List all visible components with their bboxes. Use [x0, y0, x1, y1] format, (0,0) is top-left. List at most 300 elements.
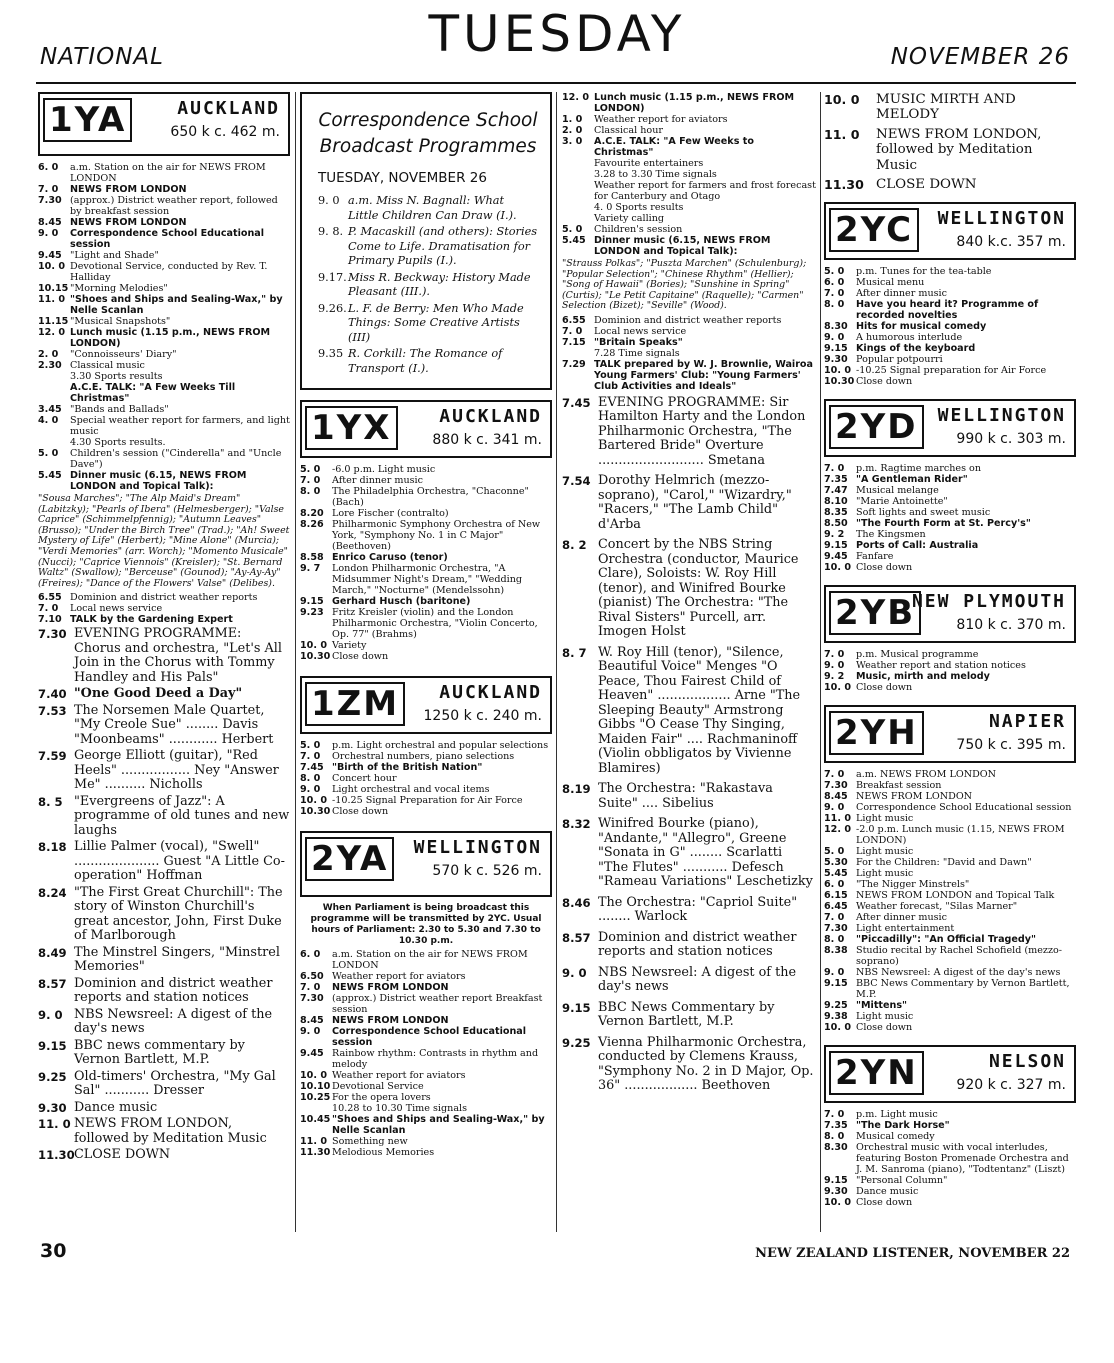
station-frequency: 1250 k c. 240 m.	[423, 708, 542, 724]
schedule-time: 7. 0	[300, 475, 321, 486]
schedule-item	[300, 1092, 552, 1103]
schedule-text: After dinner music	[856, 912, 947, 924]
station-header	[824, 585, 1076, 643]
schedule-text: "The Nigger Minstrels"	[856, 879, 970, 891]
schedule-item	[300, 740, 552, 751]
station-frequency: 880 k c. 341 m.	[432, 432, 542, 448]
station-city: WELLINGTON	[937, 405, 1066, 427]
schedule-text: A.C.E. TALK: "A Few Weeks to Christmas"	[594, 136, 754, 158]
station-frequency: 650 k c. 462 m.	[170, 124, 280, 140]
schedule-time: 9.45	[38, 250, 62, 261]
schedule-item	[824, 1186, 1076, 1197]
station-city: AUCKLAND	[439, 682, 542, 703]
schedule-item	[38, 1070, 290, 1099]
schedule-item	[824, 321, 1076, 332]
schedule-time: 7.30	[824, 780, 848, 792]
schedule-item	[824, 496, 1076, 507]
schedule-text: EVENING PROGRAMME: Chorus and orchestra, "Let's All Join in the Chorus with Tommy Handley and His Pals"	[74, 626, 282, 685]
schedule-text: Philharmonic Symphony Orchestra of New York, "Symphony No. 1 in C Major" (Beethoven)	[332, 519, 541, 552]
schedule-item	[38, 415, 290, 437]
schedule-text: Fritz Kreisler (violin) and the London Philharmonic Orchestra, "Violin Concerto, Op. 77" (Brahms)	[332, 607, 538, 640]
cs-text: R. Corkill: The Romance of Transport (I.).	[348, 347, 503, 375]
schedule-time: 9.15	[824, 1175, 848, 1187]
page-number: 30	[40, 1240, 67, 1262]
schedule-text: After dinner music	[856, 288, 947, 300]
schedule-item	[824, 791, 1076, 802]
cs-item	[318, 302, 538, 346]
parliament-note: When Parliament is being broadcast this programme will be transmitted by 2YC. Usual hours of Parliament: 2.30 to 5.30 and 7.30 to 10.30 p.m.	[310, 903, 542, 946]
schedule-text: Close down	[856, 562, 913, 574]
schedule-time: 8. 0	[824, 299, 845, 311]
schedule-text: -10.25 Signal Preparation for Air Force	[332, 795, 523, 806]
schedule-time: 7.15	[562, 336, 586, 348]
schedule-time: 8. 5	[38, 794, 63, 809]
column-1yA	[38, 92, 290, 1165]
spacer	[300, 817, 552, 831]
schedule-text: Dominion and district weather reports	[594, 314, 782, 326]
station-frequency: 750 k c. 395 m.	[956, 737, 1066, 754]
schedule-item	[38, 195, 290, 217]
schedule-item	[562, 224, 816, 235]
schedule-text: The Kingsmen	[856, 529, 926, 541]
box-title: Correspondence School	[318, 110, 538, 131]
schedule-item	[300, 1103, 552, 1114]
schedule-text: The Philadelphia Orchestra, "Chaconne" (Bach)	[332, 486, 529, 508]
schedule-item	[824, 824, 1076, 846]
schedule-text: Weather report and station notices	[856, 660, 1026, 672]
schedule-item	[562, 396, 816, 469]
schedule-item	[824, 802, 1076, 813]
schedule-item	[824, 277, 1076, 288]
schedule-time: 8.26	[300, 519, 324, 530]
schedule-item	[562, 359, 816, 392]
schedule-text: Classical hour	[594, 125, 663, 136]
schedule-time: 7. 0	[824, 769, 845, 781]
schedule-text: Children's session	[594, 224, 683, 235]
schedule-item	[824, 846, 1076, 857]
schedule-time: 7.53	[38, 703, 67, 718]
schedule-time	[38, 371, 70, 382]
schedule-time: 10.30	[824, 376, 855, 388]
station-frequency: 810 k c. 370 m.	[956, 617, 1066, 634]
station-callsign: 2YH	[829, 711, 924, 755]
spacer	[824, 1033, 1076, 1045]
schedule-time: 2. 0	[38, 349, 59, 360]
schedule-time: 12. 0	[562, 92, 590, 103]
schedule-text: NEWS FROM LONDON, followed by Meditation Music	[74, 1116, 267, 1146]
schedule-text: Musical melange	[856, 485, 939, 497]
schedule-item	[38, 749, 290, 793]
schedule-text: Dinner music (6.15, NEWS FROM LONDON and Topical Talk):	[594, 235, 771, 257]
schedule-time: 10. 0	[824, 1022, 852, 1034]
schedule-text: "The First Great Churchill": The story of Winston Churchill's great ancestor, John, First Duke of Marlborough	[74, 884, 283, 944]
spacer	[824, 693, 1076, 705]
station-header	[300, 400, 552, 458]
schedule-time: 9. 0	[38, 1007, 63, 1022]
schedule-item	[38, 382, 290, 404]
schedule-item	[300, 486, 552, 508]
schedule-text: The Orchestra: "Rakastava Suite" .... Sibelius	[598, 781, 773, 811]
schedule-time: 7. 0	[38, 184, 59, 195]
station-callsign: 2YN	[829, 1051, 924, 1095]
schedule-item	[824, 868, 1076, 879]
schedule-item	[38, 228, 290, 250]
schedule-time	[562, 169, 594, 180]
schedule-time: 7.47	[824, 485, 848, 497]
schedule-item	[38, 1148, 290, 1163]
schedule-text: Winifred Bourke (piano), "Andante," "Allegro", Greene "Sonata in G" ........ Scarlatti "The Flutes" ........... Defesch "Rameau Variations" Leschetizky	[598, 816, 813, 890]
schedule-text: Light music	[856, 846, 914, 858]
cs-text: L. F. de Berry: Men Who Made Things: Some Creative Artists (III)	[348, 301, 524, 344]
schedule-text: Devotional Service, conducted by Rev. T. Halliday	[70, 261, 268, 283]
column-divider	[295, 92, 296, 1232]
schedule-time: 9.15	[824, 343, 848, 355]
schedule-item	[300, 971, 552, 982]
schedule-time: 7.59	[38, 749, 67, 764]
schedule-time: 7. 0	[824, 463, 845, 475]
schedule-time: 10.45	[300, 1114, 331, 1125]
station-callsign: 2YA	[305, 837, 394, 881]
station-callsign: 2YC	[829, 208, 919, 252]
schedule-item	[824, 507, 1076, 518]
schedule-time: 8.49	[38, 945, 67, 960]
schedule-time: 9.30	[824, 1186, 848, 1198]
schedule-time	[38, 382, 70, 404]
schedule-time: 9.23	[300, 607, 324, 618]
schedule-time: 9.15	[300, 596, 324, 607]
cs-item	[318, 271, 538, 300]
schedule-time: 5. 0	[824, 846, 845, 858]
schedule-text: NEWS FROM LONDON	[70, 184, 187, 195]
schedule-time: 10.10	[300, 1081, 331, 1092]
schedule-text: Old-timers' Orchestra, "My Gal Sal" ........... Dresser	[74, 1068, 276, 1099]
cs-item	[318, 225, 538, 269]
schedule-text: Studio recital by Rachel Schofield (mezzo-soprano)	[856, 945, 1063, 968]
schedule-item	[562, 1001, 816, 1030]
schedule-text: Gerhard Husch (baritone)	[332, 596, 471, 607]
station-callsign: 1YX	[305, 406, 398, 450]
station-city: WELLINGTON	[937, 208, 1066, 230]
schedule-text: a.m. Station on the air for NEWS FROM LONDON	[332, 949, 528, 971]
schedule-text: p.m. Ragtime marches on	[856, 463, 981, 475]
schedule-time: 8. 7	[562, 645, 587, 660]
schedule-time	[300, 1103, 332, 1114]
schedule-item	[38, 614, 290, 625]
schedule-item	[300, 464, 552, 475]
schedule-time: 9. 0	[38, 228, 59, 239]
schedule-time: 7.10	[38, 614, 62, 626]
schedule-time: 11. 0	[824, 813, 852, 825]
schedule-item	[562, 92, 816, 114]
schedule-time: 7. 0	[38, 603, 59, 615]
schedule-text: "Birth of the British Nation"	[332, 762, 483, 773]
cs-time: 9.26.	[318, 301, 347, 315]
schedule-text: Weather forecast, "Silas Marner"	[856, 901, 1018, 913]
schedule-time: 8.32	[562, 817, 591, 832]
schedule-item	[300, 1015, 552, 1026]
schedule-text: Fanfare	[856, 551, 894, 563]
schedule-text: Classical music	[70, 360, 145, 371]
schedule-time: 7. 0	[824, 912, 845, 924]
schedule-text: TALK by the Gardening Expert	[70, 614, 233, 626]
schedule-text: 10.28 to 10.30 Time signals	[332, 1103, 468, 1114]
schedule-text: For the opera lovers	[332, 1092, 431, 1103]
schedule-text: Children's session ("Cinderella" and "Uncle Dave")	[70, 448, 282, 470]
schedule-item	[300, 508, 552, 519]
schedule-text: Musical menu	[856, 277, 925, 289]
schedule-time: 10. 0	[38, 261, 66, 272]
schedule-item	[824, 857, 1076, 868]
schedule-time: 11. 0	[38, 294, 66, 305]
schedule-item	[824, 562, 1076, 573]
schedule-item	[824, 1131, 1076, 1142]
station-city: NEW PLYMOUTH	[911, 591, 1066, 613]
schedule-text: "Marie Antoinette"	[856, 496, 948, 508]
schedule-time: 12. 0	[38, 327, 66, 338]
schedule-text: a.m. NEWS FROM LONDON	[856, 769, 997, 781]
schedule-item	[562, 966, 816, 995]
schedule-text: Dance music	[74, 1099, 158, 1115]
cs-time: 9. 8.	[318, 225, 344, 238]
schedule-text: Something new	[332, 1136, 408, 1147]
schedule-text: (approx.) District weather report Breakfast session	[332, 993, 543, 1015]
schedule-text: Close down	[856, 1022, 913, 1034]
schedule-time: 6.15	[824, 890, 848, 902]
schedule-text: Weather report for farmers and frost forecast for Canterbury and Otago	[594, 180, 816, 202]
schedule-item	[38, 977, 290, 1006]
station-frequency: 990 k c. 303 m.	[956, 431, 1066, 448]
schedule-item	[824, 540, 1076, 551]
schedule-time: 3. 0	[562, 136, 583, 147]
station-callsign: 2YD	[829, 405, 924, 449]
station-frequency: 920 k c. 327 m.	[956, 1077, 1066, 1094]
schedule-item	[38, 283, 290, 294]
schedule-item	[38, 250, 290, 261]
schedule-item	[824, 813, 1076, 824]
schedule-time: 9.45	[300, 1048, 324, 1059]
schedule-item	[824, 127, 1076, 173]
schedule-time: 9. 0	[300, 1026, 321, 1037]
schedule-item	[38, 687, 290, 702]
schedule-item	[824, 474, 1076, 485]
schedule-item	[562, 315, 816, 326]
schedule-time: 6.50	[300, 971, 324, 982]
spacer	[300, 662, 552, 676]
schedule-text: Light music	[856, 813, 914, 825]
schedule-text: 3.30 Sports results	[70, 371, 163, 382]
schedule-time: 7.30	[38, 195, 62, 206]
schedule-time: 8.24	[38, 885, 67, 900]
schedule-time: 11. 0	[38, 1117, 71, 1132]
box-date: TUESDAY, NOVEMBER 26	[318, 170, 487, 186]
schedule-item	[824, 879, 1076, 890]
schedule-text: CLOSE DOWN	[876, 177, 977, 193]
column-wellington-provincial	[824, 92, 1076, 1220]
schedule-text: Close down	[856, 376, 913, 388]
schedule-item	[562, 348, 816, 359]
schedule-text: EVENING PROGRAMME: Sir Hamilton Harty and the London Philharmonic Orchestra, "The Bartered Bride" Overture .......................... Smetana	[598, 394, 806, 468]
schedule-item	[300, 651, 552, 662]
station-header	[824, 1045, 1076, 1103]
station-frequency: 840 k.c. 357 m.	[956, 234, 1066, 251]
schedule-time: 11.30	[38, 1148, 75, 1163]
schedule-text: Melodious Memories	[332, 1147, 435, 1158]
column-divider	[820, 92, 821, 1232]
schedule-time: 10.25	[300, 1092, 331, 1103]
evening-programme	[562, 396, 816, 1094]
schedule-item	[824, 288, 1076, 299]
schedule-text: "The Dark Horse"	[856, 1120, 950, 1132]
schedule-item	[824, 551, 1076, 562]
schedule-time: 5.30	[824, 857, 848, 869]
schedule-text: "One Good Deed a Day"	[74, 686, 243, 702]
spacer	[824, 387, 1076, 399]
schedule-time: 8.45	[300, 1015, 324, 1026]
schedule-item	[824, 769, 1076, 780]
schedule-time: 5. 0	[300, 740, 321, 751]
schedule-item	[300, 519, 552, 552]
schedule-text: NEWS FROM LONDON, followed by Meditation Music	[876, 126, 1042, 173]
schedule-time	[562, 348, 594, 359]
schedule-text: "The Fourth Form at St. Percy's"	[856, 518, 1031, 530]
schedule-time: 9. 2	[824, 529, 845, 541]
schedule-item	[824, 649, 1076, 660]
schedule-item	[824, 1022, 1076, 1033]
schedule-item	[300, 1114, 552, 1136]
schedule-item	[562, 180, 816, 202]
schedule-text: Correspondence School Educational session	[856, 802, 1072, 814]
schedule-item	[824, 978, 1076, 1000]
schedule-item	[38, 627, 290, 685]
schedule-item	[38, 704, 290, 748]
schedule-text: Local news service	[594, 325, 687, 337]
schedule-text: Light music	[856, 868, 914, 880]
schedule-item	[824, 1011, 1076, 1022]
header-rule	[36, 82, 1076, 84]
schedule-time: 7.45	[562, 395, 591, 410]
schedule-time: 1. 0	[562, 114, 583, 125]
schedule-time: 8.20	[300, 508, 324, 519]
schedule-text: NEWS FROM LONDON and Topical Talk	[856, 890, 1055, 902]
schedule-item	[38, 371, 290, 382]
station-frequency: 570 k c. 526 m.	[432, 863, 542, 879]
schedule-item	[300, 1048, 552, 1070]
schedule-item	[562, 202, 816, 213]
music-list: "Strauss Polkas"; "Puszta Marchen" (Schulenburg); "Popular Selection"; "Chinese Rhythm" (Hellier); "Song of Hawaii" (Bories); "Sunshine in Spring" (Curtis); "Le Petit Capitaine" (Raquelle); "Carmen" Selection (Bizet); "Seville" (Wood).	[562, 258, 807, 312]
schedule-time: 9.30	[824, 354, 848, 366]
schedule-item	[562, 235, 816, 257]
schedule-item	[38, 592, 290, 603]
schedule-text: "Personal Column"	[856, 1175, 948, 1187]
schedule-item	[824, 1197, 1076, 1208]
schedule-time: 6. 0	[824, 879, 845, 891]
schedule-item	[300, 751, 552, 762]
cs-time: 9.35	[318, 347, 344, 360]
schedule-item	[824, 299, 1076, 321]
schedule-item	[38, 470, 290, 492]
schedule-time: 8.30	[824, 1142, 848, 1154]
schedule-item	[38, 886, 290, 944]
schedule-item	[38, 1117, 290, 1146]
schedule-time: 9.25	[38, 1069, 67, 1084]
schedule-text: p.m. Light orchestral and popular selections	[332, 740, 549, 751]
schedule-time: 2.30	[38, 360, 62, 371]
schedule-time: 9.15	[562, 1000, 591, 1015]
schedule-time: 7. 0	[824, 288, 845, 300]
schedule-text: 3.28 to 3.30 Time signals	[594, 169, 717, 180]
station-header	[824, 399, 1076, 457]
schedule-time: 10. 0	[824, 1197, 852, 1209]
spacer	[824, 573, 1076, 585]
schedule-time: 8.10	[824, 496, 848, 508]
correspondence-school-box	[300, 92, 552, 390]
schedule-text: Variety calling	[594, 213, 665, 224]
schedule-time: 7.30	[300, 993, 324, 1004]
schedule-text: Orchestral music with vocal interludes, featuring Boston Promenade Orchestra and J. M. Sanroma (piano), "Todtentanz" (Liszt)	[856, 1142, 1069, 1176]
schedule-text: The Minstrel Singers, "Minstrel Memories"	[74, 944, 280, 975]
schedule-text: BBC News Commentary by Vernon Bartlett, M.P.	[856, 978, 1070, 1001]
schedule-text: W. Roy Hill (tenor), "Silence, Beautiful Voice" Menges "O Peace, Thou Fairest Child of Heaven" .................. Arne "The Sleeping Beauty" Armstrong Gibbs "O Cease Thy Singing, Maiden Fair" .... Rachmaninoff (Violin obbligatos by Vivienne Blamires)	[598, 644, 801, 776]
schedule-text: Close down	[856, 1197, 913, 1209]
schedule-text: MUSIC MIRTH AND MELODY	[876, 92, 1016, 123]
schedule-time: 9. 7	[300, 563, 321, 574]
schedule-text: Dominion and district weather reports and station notices	[598, 929, 797, 960]
schedule-text: -2.0 p.m. Lunch music (1.15, NEWS FROM LONDON)	[856, 824, 1065, 847]
schedule-text: George Elliott (guitar), "Red Heels" ................. Ney "Answer Me" .......... Nicholls	[74, 748, 279, 793]
schedule-time: 7.35	[824, 474, 848, 486]
schedule-text: NEWS FROM LONDON	[856, 791, 973, 803]
schedule-time: 5. 0	[824, 266, 845, 278]
spacer	[824, 1208, 1076, 1220]
schedule-item	[38, 946, 290, 975]
schedule-text: Light music	[856, 1011, 914, 1023]
schedule-time: 8.19	[562, 782, 591, 797]
column-middle	[300, 92, 552, 1158]
schedule-time: 8. 0	[300, 773, 321, 784]
schedule-time: 10.30	[300, 806, 331, 817]
schedule-item	[38, 603, 290, 614]
station-callsign: 1ZM	[305, 682, 405, 726]
schedule-time	[562, 180, 594, 202]
schedule-time: 12. 0	[824, 824, 852, 836]
schedule-item	[38, 294, 290, 316]
schedule-text: "A Gentleman Rider"	[856, 474, 968, 486]
schedule-text: BBC News Commentary by Vernon Bartlett, M.P.	[598, 999, 775, 1030]
schedule-text: Have you heard it? Programme of recorded novelties	[856, 299, 1039, 322]
schedule-time: 7. 0	[300, 751, 321, 762]
schedule-text: The Orchestra: "Capriol Suite" ........ Warlock	[598, 894, 798, 925]
schedule-item	[824, 780, 1076, 791]
schedule-item	[300, 1136, 552, 1147]
schedule-item	[562, 213, 816, 224]
schedule-time: 5. 0	[300, 464, 321, 475]
schedule-item	[38, 261, 290, 283]
schedule-time: 11.15	[38, 316, 69, 327]
schedule-item	[300, 475, 552, 486]
schedule-item	[562, 1036, 816, 1094]
schedule-item	[38, 1008, 290, 1037]
schedule-text: Dance music	[856, 1186, 919, 1198]
schedule-item	[824, 671, 1076, 682]
schedule-item	[824, 1120, 1076, 1131]
schedule-text: Dinner music (6.15, NEWS FROM LONDON and Topical Talk):	[70, 470, 247, 492]
schedule-text: "Musical Snapshots"	[70, 316, 171, 327]
schedule-text: "Light and Shade"	[70, 250, 159, 261]
schedule-item	[562, 782, 816, 811]
schedule-text: Popular potpourri	[856, 354, 943, 366]
cs-text: a.m. Miss N. Bagnall: What Little Children Can Draw (I.).	[348, 194, 517, 222]
schedule-item	[38, 327, 290, 349]
